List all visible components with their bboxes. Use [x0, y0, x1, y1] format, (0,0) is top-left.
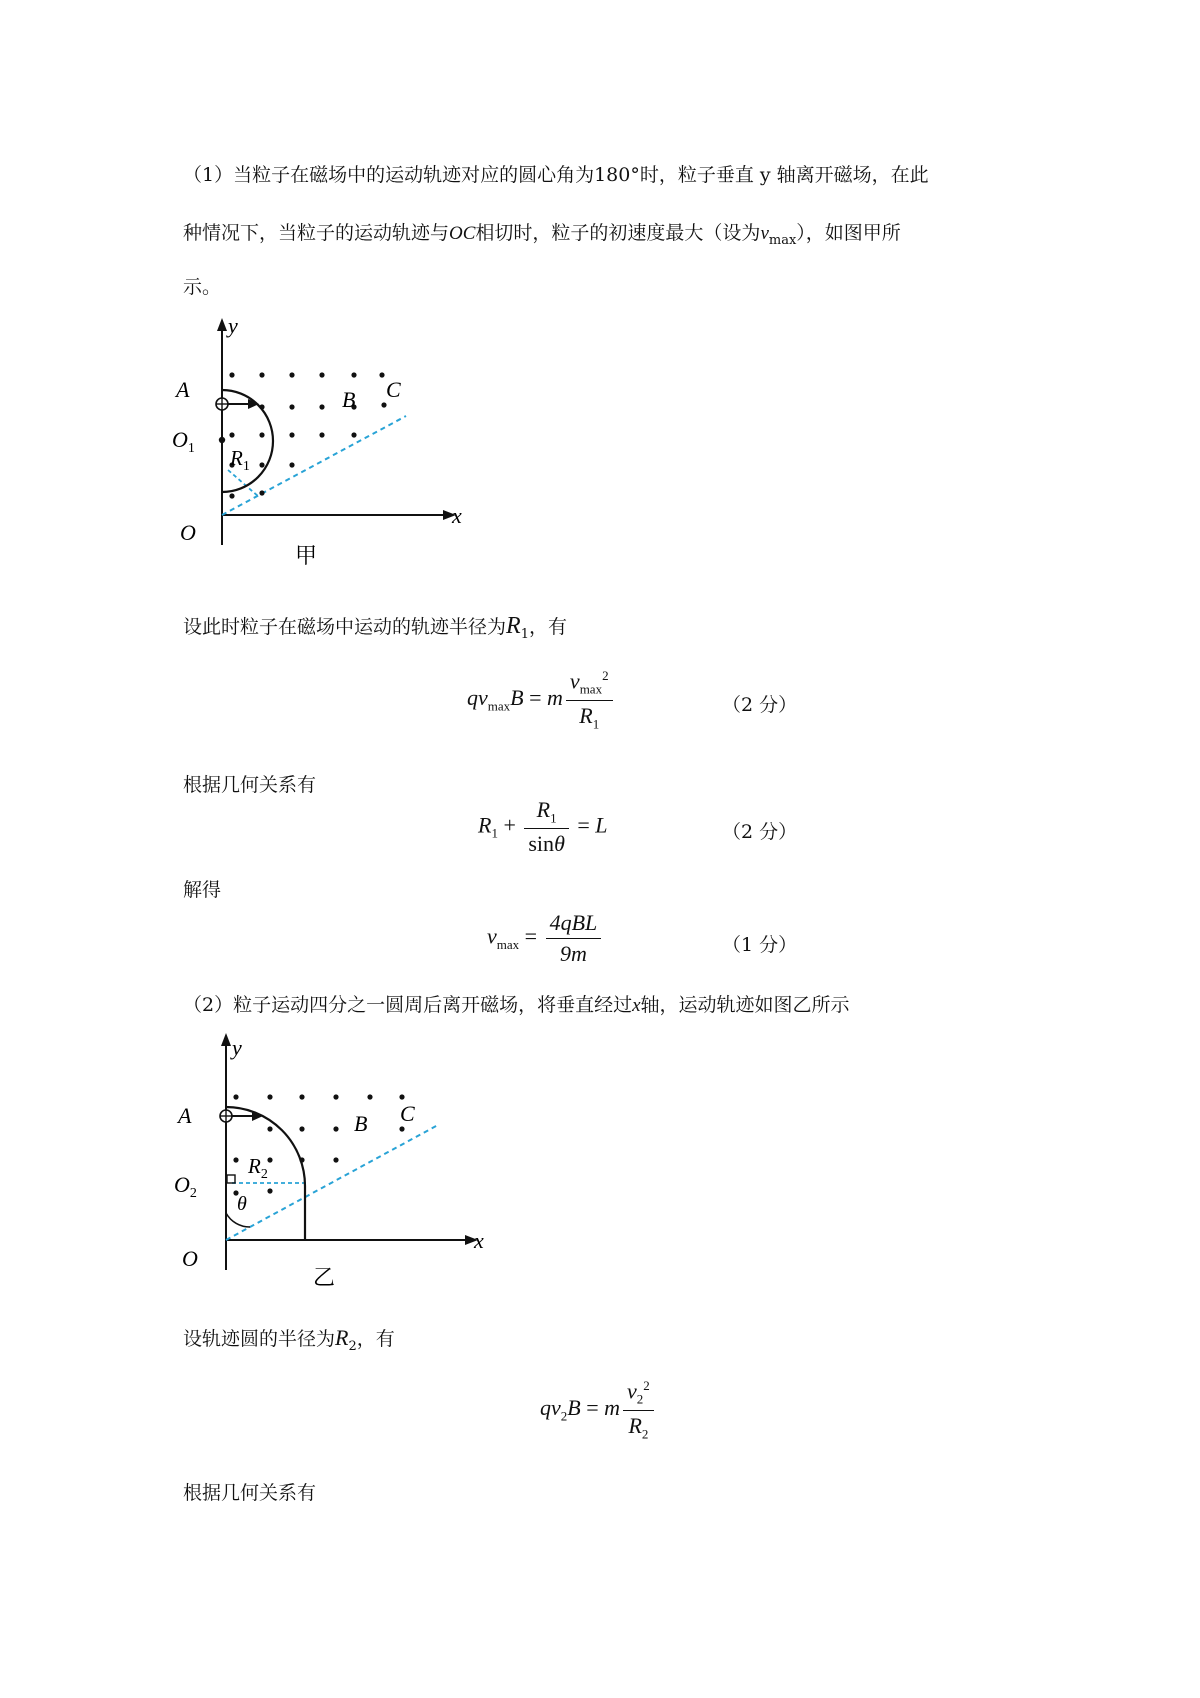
eq-plus: + — [503, 812, 516, 838]
label-c: C — [386, 377, 401, 402]
subscript: 2 — [348, 1338, 357, 1354]
equation-3 — [487, 910, 604, 967]
label-o: O — [182, 1246, 198, 1271]
caption-yi: 乙 — [313, 1266, 336, 1291]
label-theta: θ — [237, 1193, 247, 1215]
paragraph-1-line-3: 示。 — [183, 276, 222, 298]
magnetic-field-dots — [219, 372, 387, 498]
paragraph-1-line-1: （1）当粒子在磁场中的运动轨迹对应的圆心角为180°时，粒子垂直 y 轴离开磁场，在此 — [183, 164, 929, 186]
eq-symbol: v — [478, 685, 488, 711]
sentence-geometry-2: 根据几何关系有 — [183, 1482, 317, 1504]
text-segment: 相切时，粒子的初速度最大（设为 — [475, 222, 761, 244]
eq-symbol: v — [627, 1378, 637, 1404]
text-segment: 设此时粒子在磁场中运动的轨迹半径为 — [183, 616, 507, 638]
label-o2: $O_2$ — [174, 1172, 197, 1201]
eq-symbol: v — [487, 923, 497, 949]
eq-symbol: R — [478, 812, 492, 838]
label-a: A — [176, 377, 190, 402]
eq-symbol: R — [536, 797, 551, 822]
radius-r1 — [228, 470, 259, 497]
text-segment: 设轨迹圆的半径为 — [183, 1328, 336, 1350]
label-y: y — [232, 1035, 242, 1060]
text-segment: 轴，运动轨迹如图乙所示 — [640, 994, 850, 1016]
label-o1: $O_1$ — [172, 427, 195, 456]
label-c: C — [400, 1101, 415, 1126]
text-segment: ），如图甲所 — [796, 222, 901, 244]
eq-sub: max — [487, 698, 511, 714]
eq-symbol: v — [551, 1395, 561, 1421]
fraction — [546, 910, 602, 967]
eq-symbol: v — [569, 668, 580, 694]
text-segment: ，有 — [528, 616, 567, 638]
eq-symbol: R — [628, 1412, 642, 1438]
line-oc — [226, 1125, 438, 1240]
label-o: O — [180, 520, 196, 545]
fraction — [566, 668, 613, 732]
figure-yi — [170, 1025, 500, 1295]
eq-sub: 1 — [592, 716, 600, 732]
equation-4 — [540, 1378, 657, 1442]
eq-sub: 1 — [491, 825, 498, 841]
eq-sub: 1 — [550, 810, 557, 826]
score-eq2: （2 分） — [722, 821, 798, 843]
label-r1: $R_1$ — [230, 446, 250, 474]
y-arrow-icon — [221, 1033, 231, 1046]
eq-sub: 2 — [560, 1408, 568, 1424]
angle-arc-icon — [226, 1213, 250, 1227]
paragraph-1-line-2 — [183, 218, 901, 248]
r-symbol: R — [335, 1325, 349, 1350]
equation-2 — [478, 797, 608, 857]
eq-sub: max — [496, 936, 520, 952]
eq-symbol: m — [547, 685, 563, 711]
equation-1 — [467, 668, 616, 732]
eq-sin: sin — [528, 831, 555, 857]
sentence-solve: 解得 — [183, 879, 222, 901]
eq-denominator: 9m — [559, 941, 587, 966]
label-x: x — [452, 503, 462, 528]
eq-theta: θ — [554, 831, 565, 857]
fraction — [623, 1378, 654, 1442]
eq-sup: 2 — [602, 668, 609, 683]
eq-equals: = — [577, 812, 590, 838]
label-a: A — [178, 1103, 192, 1128]
y-arrow-icon — [217, 318, 227, 331]
oc-symbol: OC — [449, 223, 476, 244]
eq-sup: 2 — [643, 1378, 650, 1393]
subscript: 1 — [520, 626, 529, 642]
sentence-geometry-1: 根据几何关系有 — [183, 774, 317, 796]
label-b: B — [342, 387, 356, 412]
r-symbol: R — [506, 613, 521, 639]
eq-symbol: m — [604, 1395, 621, 1421]
magnetic-field-dots — [233, 1094, 404, 1195]
trajectory-semicircle — [222, 390, 273, 492]
right-angle-mark-icon — [227, 1175, 235, 1183]
caption-jia: 甲 — [295, 544, 318, 569]
label-b: B — [354, 1111, 368, 1136]
paragraph-2 — [183, 990, 850, 1017]
score-eq3: （1 分） — [722, 934, 798, 956]
label-y: y — [228, 315, 238, 338]
x-symbol: x — [632, 995, 641, 1016]
eq-equals: = — [586, 1395, 599, 1421]
text-segment: ，有 — [356, 1328, 395, 1350]
sentence-radius-r1 — [183, 612, 567, 642]
eq-sub: 2 — [636, 1391, 644, 1407]
eq-symbol: q — [467, 685, 478, 711]
fraction — [524, 797, 569, 857]
subscript-max: max — [768, 232, 797, 248]
figure-jia — [170, 315, 500, 575]
eq-symbol: R — [579, 702, 593, 728]
eq-sub: max — [579, 681, 603, 697]
eq-symbol: B — [567, 1395, 581, 1421]
eq-symbol: L — [595, 812, 608, 838]
v-symbol: v — [760, 223, 769, 244]
eq-symbol: q — [540, 1395, 551, 1421]
eq-numerator: 4qBL — [546, 910, 602, 939]
label-r2: $R_2$ — [248, 1154, 268, 1182]
text-segment: （2）粒子运动四分之一圆周后离开磁场，将垂直经过 — [183, 994, 633, 1016]
eq-equals: = — [524, 923, 538, 949]
eq-sub: 2 — [641, 1426, 649, 1442]
score-eq1: （2 分） — [722, 694, 798, 716]
eq-equals: = — [529, 685, 542, 711]
label-x: x — [474, 1228, 484, 1253]
eq-symbol: B — [510, 685, 524, 711]
sentence-radius-r2 — [183, 1324, 395, 1354]
text-segment: 种情况下，当粒子的运动轨迹与 — [183, 222, 450, 244]
